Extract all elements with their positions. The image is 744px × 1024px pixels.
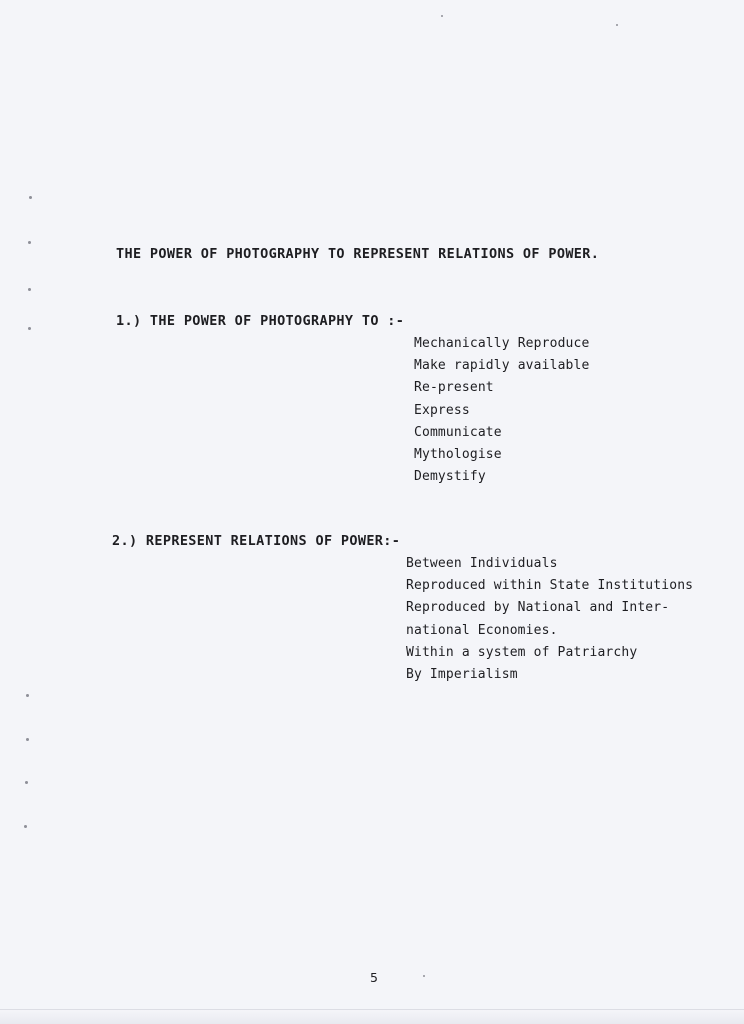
section-1-heading: 1.) THE POWER OF PHOTOGRAPHY TO :-	[116, 313, 405, 329]
list-item: Between Individuals	[406, 556, 558, 571]
section-2-list	[406, 553, 693, 686]
list-item: Reproduced within State Institutions	[406, 578, 694, 594]
paper-speck	[423, 975, 425, 977]
list-item: Express	[414, 402, 470, 418]
binder-hole-mark	[25, 781, 28, 784]
list-item: Make rapidly available	[414, 358, 590, 374]
list-item: Within a system of Patriarchy	[406, 644, 638, 660]
list-item: Re-present	[414, 380, 494, 396]
page-bottom-edge	[0, 1009, 744, 1024]
binder-hole-mark	[28, 288, 31, 291]
list-item: Mechanically Reproduce	[414, 336, 590, 351]
list-item: national Economies.	[406, 622, 558, 638]
binder-hole-mark	[24, 825, 27, 828]
binder-hole-mark	[29, 196, 32, 199]
list-item: Communicate	[414, 424, 502, 440]
binder-hole-mark	[28, 241, 31, 244]
section-1-list	[414, 333, 590, 488]
paper-speck	[441, 15, 443, 17]
binder-hole-mark	[26, 694, 29, 697]
section-2-heading: 2.) REPRESENT RELATIONS OF POWER:-	[112, 533, 401, 549]
binder-hole-mark	[28, 327, 31, 330]
page-title: THE POWER OF PHOTOGRAPHY TO REPRESENT RELATIONS OF POWER.	[116, 246, 600, 262]
paper-speck	[616, 24, 618, 26]
list-item: Reproduced by National and Inter-	[406, 600, 670, 616]
binder-hole-mark	[26, 738, 29, 741]
page-number: 5	[370, 970, 378, 985]
list-item: Mythologise	[414, 446, 502, 462]
list-item: Demystify	[414, 469, 486, 485]
list-item: By Imperialism	[406, 666, 518, 682]
